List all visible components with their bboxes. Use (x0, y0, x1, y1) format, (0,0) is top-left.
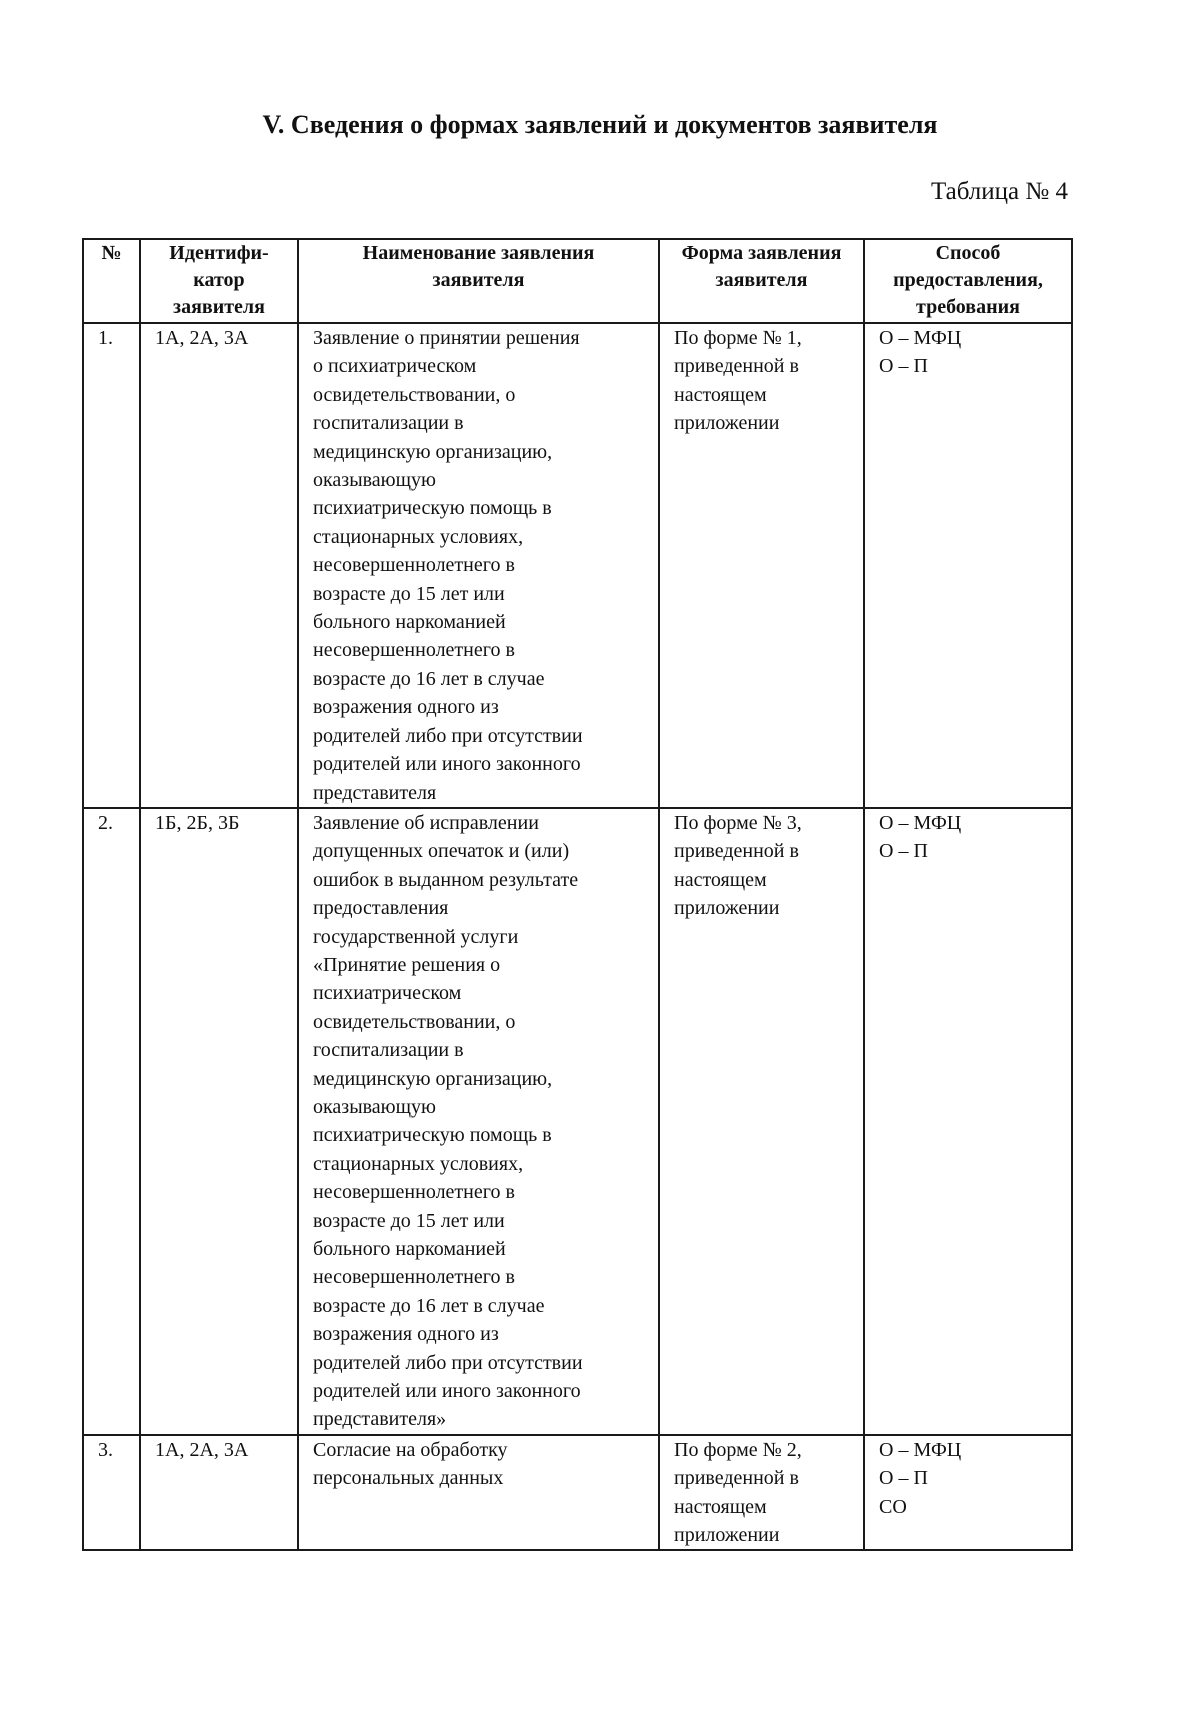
submission-method-line: СО (879, 1495, 907, 1518)
header-text: заявителя (432, 269, 525, 291)
header-text: Идентифи- (169, 242, 269, 264)
row-number-cell (83, 323, 140, 808)
application-name-line: несовершеннолетнего в (313, 1181, 515, 1204)
application-name-line: возрасте до 15 лет или (313, 582, 505, 605)
application-name-line: психиатрическом (313, 982, 462, 1005)
row-number: 3. (98, 1438, 113, 1461)
applicant-id-cell (140, 323, 298, 808)
application-name-line: несовершеннолетнего в (313, 554, 515, 577)
application-name-line: ошибок в выданном результате (313, 868, 579, 891)
application-name-line: возрасте до 16 лет в случае (313, 667, 545, 690)
application-name-line: возрасте до 16 лет в случае (313, 1294, 545, 1317)
application-name-line: несовершеннолетнего в (313, 1266, 515, 1289)
application-form-line: приложении (674, 897, 780, 920)
submission-method-line: О – П (879, 1467, 928, 1490)
application-name-line: возражения одного из (313, 1323, 499, 1346)
application-form-line: приведенной в (674, 1467, 799, 1490)
submission-method-line: О – МФЦ (879, 1438, 962, 1461)
submission-method-line: О – МФЦ (879, 327, 962, 349)
application-name-line: больного наркоманией (313, 611, 506, 634)
table-row (83, 808, 1072, 1435)
application-name-cell (298, 808, 659, 1435)
row-number-cell (83, 808, 140, 1435)
applicant-id-cell (140, 808, 298, 1435)
application-name-line: государственной услуги (313, 925, 519, 948)
application-name-line: возражения одного из (313, 696, 499, 719)
application-name-line: персональных данных (313, 1467, 504, 1490)
header-submission-method (864, 239, 1072, 323)
application-form-cell (659, 1435, 864, 1551)
application-name-cell (298, 323, 659, 808)
table-row (83, 1435, 1072, 1551)
page-heading: V. Сведения о формах заявлений и документов заявителя (262, 110, 938, 139)
application-name-line: о психиатрическом (313, 355, 477, 378)
application-name-line: медицинскую организацию, (313, 1067, 553, 1090)
submission-method-cell (864, 808, 1072, 1435)
application-name-line: больного наркоманией (313, 1238, 506, 1260)
submission-method-line: О – П (879, 840, 928, 863)
row-number-cell (83, 1435, 140, 1551)
application-name-line: возрасте до 15 лет или (313, 1209, 505, 1232)
application-form-line: По форме № 3, (674, 811, 802, 834)
row-number: 1. (98, 327, 113, 349)
header-text: предоставления, (893, 269, 1043, 291)
application-name-line: представителя (313, 781, 437, 804)
application-name-line: оказывающую (313, 469, 436, 492)
header-text: Форма заявления (681, 242, 842, 264)
application-form-line: настоящем (674, 1495, 767, 1518)
application-form-line: приведенной в (674, 355, 799, 378)
header-application-form (659, 239, 864, 323)
row-number: 2. (98, 811, 113, 834)
header-text: Способ (935, 242, 1001, 264)
submission-method-cell (864, 323, 1072, 808)
header-text: требования (916, 296, 1020, 318)
table-number-label: Таблица № 4 (930, 178, 1068, 205)
table-row (83, 323, 1072, 808)
application-name-line: Заявление об исправлении (313, 811, 539, 834)
application-name-line: психиатрическую помощь в (313, 1124, 552, 1147)
application-name-line: «Принятие решения о (313, 953, 501, 976)
applicant-ids: 1А, 2А, 3А (155, 1438, 249, 1461)
application-name-line: стационарных условиях, (313, 1152, 524, 1175)
application-name-line: родителей или иного законного (313, 1380, 581, 1403)
application-form-cell (659, 808, 864, 1435)
header-text: заявителя (173, 296, 265, 318)
header-application-name (298, 239, 659, 323)
application-name-line: Согласие на обработку (313, 1438, 508, 1461)
application-name-line: госпитализации в (313, 412, 464, 435)
submission-method-line: О – П (879, 355, 928, 378)
application-form-line: приведенной в (674, 840, 799, 863)
application-name-line: предоставления (313, 897, 449, 920)
applicant-ids: 1А, 2А, 3А (155, 327, 249, 349)
header-text: № (101, 242, 122, 264)
application-forms-table (82, 238, 1073, 1551)
header-text: катор (193, 269, 245, 291)
header-text: Наименование заявления (362, 242, 595, 264)
application-name-cell (298, 1435, 659, 1551)
application-form-cell (659, 323, 864, 808)
application-name-line: освидетельствовании, о (313, 1010, 516, 1033)
application-form-line: По форме № 1, (674, 327, 802, 349)
application-name-line: родителей либо при отсутствии (313, 724, 583, 747)
application-name-line: медицинскую организацию, (313, 440, 553, 463)
header-applicant-id (140, 239, 298, 323)
application-form-line: настоящем (674, 383, 767, 406)
submission-method-line: О – МФЦ (879, 811, 962, 834)
application-form-line: По форме № 2, (674, 1438, 802, 1461)
header-text: заявителя (715, 269, 808, 291)
application-form-line: приложении (674, 1524, 780, 1547)
applicant-id-cell (140, 1435, 298, 1551)
application-name-line: допущенных опечаток и (или) (313, 840, 570, 863)
application-form-line: настоящем (674, 868, 767, 891)
application-name-line: психиатрическую помощь в (313, 497, 552, 520)
application-name-line: госпитализации в (313, 1039, 464, 1062)
application-name-line: оказывающую (313, 1095, 436, 1118)
table-header-row (83, 239, 1072, 323)
application-name-line: Заявление о принятии решения (313, 327, 580, 349)
applicant-ids: 1Б, 2Б, 3Б (155, 811, 240, 834)
application-name-line: родителей либо при отсутствии (313, 1351, 583, 1374)
application-name-line: несовершеннолетнего в (313, 639, 515, 662)
application-form-line: приложении (674, 412, 780, 435)
application-name-line: освидетельствовании, о (313, 383, 516, 406)
submission-method-cell (864, 1435, 1072, 1551)
application-name-line: родителей или иного законного (313, 753, 581, 776)
header-number (83, 239, 140, 323)
application-name-line: представителя» (313, 1408, 447, 1431)
application-name-line: стационарных условиях, (313, 525, 524, 548)
